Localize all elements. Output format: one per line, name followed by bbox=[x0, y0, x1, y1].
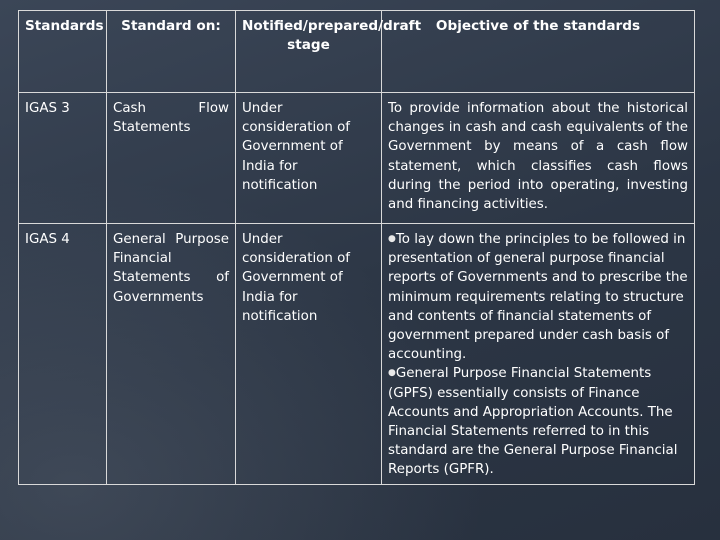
cell-stage: Under consideration of Government of India for notification bbox=[236, 93, 382, 224]
cell-stage: Under consideration of Government of India for notification bbox=[236, 224, 382, 485]
header-stage: Notified/prepared/draft stage bbox=[236, 11, 382, 93]
header-objective: Objective of the standards bbox=[382, 11, 695, 93]
objective-text: To provide information about the historical changes in cash and cash equivalents of the Government by means of a cash flow statement, which classifies cash flows during the period into operating, investing and financing activities. bbox=[388, 101, 688, 213]
cell-standard-on: General Purpose Financial Statements of Governments bbox=[107, 224, 236, 485]
objective-point bbox=[388, 364, 688, 479]
header-row bbox=[19, 11, 695, 93]
header-standard-on: Standard on: bbox=[107, 11, 236, 93]
table-row bbox=[19, 93, 695, 224]
objective-text: General Purpose Financial Statements (GPFS) essentially consists of Finance Accounts and Appropriation Accounts. The Financial Statements referred to in this standard are the General Purpose Financial Reports (GPFR). bbox=[388, 366, 678, 478]
bullet-icon: ● bbox=[388, 234, 396, 244]
objective-point bbox=[388, 230, 688, 364]
cell-objective bbox=[382, 93, 695, 224]
table-row bbox=[19, 224, 695, 485]
cell-standard: IGAS 3 bbox=[19, 93, 107, 224]
objective-text: To lay down the principles to be followed in presentation of general purpose financial reports of Governments and to prescribe the minimum requirements relating to structure and contents of financial statements of government prepared under cash basis of accounting. bbox=[388, 232, 688, 363]
cell-standard-on: Cash Flow Statements bbox=[107, 93, 236, 224]
header-standards: Standards bbox=[19, 11, 107, 93]
bullet-icon: ● bbox=[388, 368, 396, 379]
standards-table bbox=[18, 10, 695, 485]
cell-objective bbox=[382, 224, 695, 485]
cell-standard: IGAS 4 bbox=[19, 224, 107, 485]
